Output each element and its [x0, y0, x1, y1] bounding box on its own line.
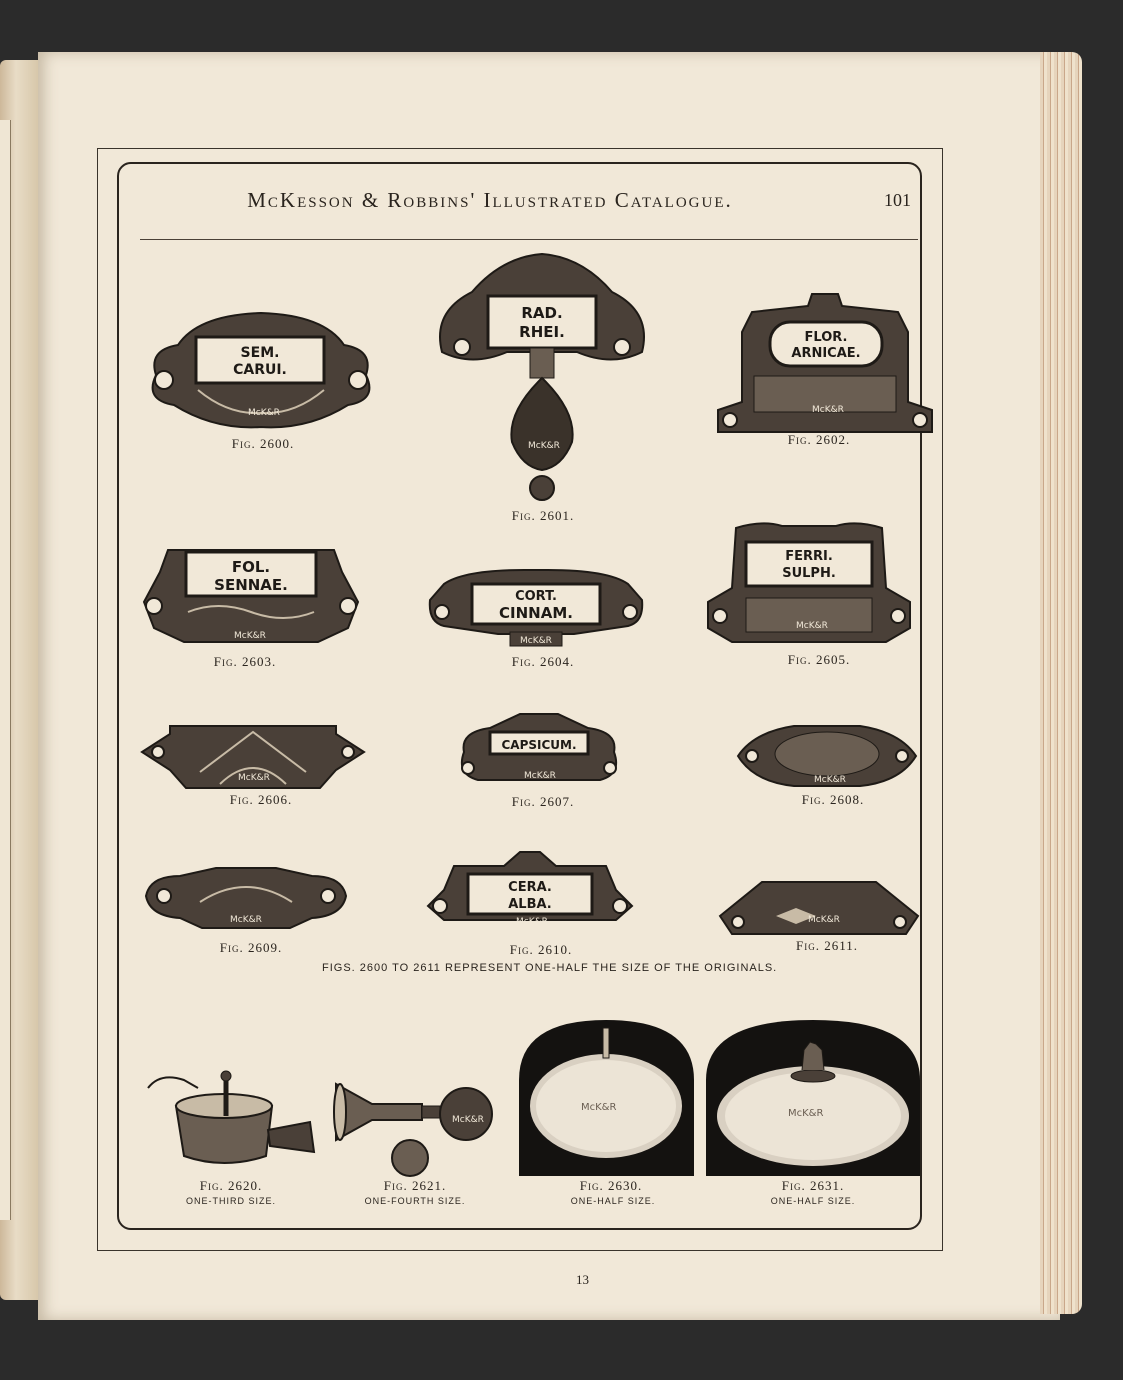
footer-page-number: 13 — [576, 1272, 589, 1287]
maker-mark: McK&R — [230, 915, 262, 925]
maker-mark: McK&R — [248, 408, 280, 418]
caption-2607: Fig. 2607. — [511, 794, 575, 809]
figure-2610 — [424, 850, 636, 928]
size-2620: ONE-THIRD SIZE. — [185, 1196, 276, 1206]
page-stack-edges — [1040, 52, 1082, 1314]
caption-2630: Fig. 2630. — [579, 1178, 643, 1193]
label-line-2: ALBA. — [508, 897, 552, 912]
maker-mark: McK&R — [581, 1102, 617, 1113]
label-line-2: CARUI. — [233, 362, 287, 378]
caption-2600: Fig. 2600. — [231, 436, 295, 451]
label-line-2: SENNAE. — [214, 576, 288, 594]
maker-mark: McK&R — [234, 631, 266, 641]
left-page-edge — [0, 120, 11, 1220]
label-line-1: FERRI. — [785, 549, 833, 564]
label-line-1: CORT. — [515, 589, 557, 604]
maker-mark: McK&R — [516, 917, 548, 927]
figure-2609 — [140, 862, 352, 932]
label-line-1: FLOR. — [804, 330, 848, 345]
maker-mark: McK&R — [808, 915, 840, 925]
caption-2609: Fig. 2609. — [219, 940, 283, 955]
label-line-2: RHEI. — [519, 323, 565, 341]
maker-mark: McK&R — [788, 1108, 824, 1119]
label-line-2: CINNAM. — [499, 604, 573, 622]
caption-2603: Fig. 2603. — [213, 654, 277, 669]
maker-mark: McK&R — [524, 771, 556, 781]
maker-mark: McK&R — [812, 405, 844, 415]
maker-mark: McK&R — [238, 773, 270, 783]
page-number: 101 — [884, 190, 911, 210]
figure-2608 — [734, 716, 920, 792]
size-2631: ONE-HALF SIZE. — [770, 1196, 856, 1206]
label-line-1: CERA. — [508, 880, 552, 895]
figure-2606 — [140, 722, 366, 792]
figure-2607 — [450, 708, 628, 788]
maker-mark: McK&R — [796, 621, 828, 631]
caption-2604: Fig. 2604. — [511, 654, 575, 669]
label-line-1: CAPSICUM. — [501, 738, 577, 752]
label-line-1: FOL. — [231, 558, 271, 576]
size-2621: ONE-FOURTH SIZE. — [364, 1196, 466, 1206]
maker-mark: McK&R — [452, 1115, 484, 1125]
caption-2608: Fig. 2608. — [801, 792, 865, 807]
caption-2602: Fig. 2602. — [787, 432, 851, 447]
caption-2601: Fig. 2601. — [511, 508, 575, 523]
figure-2605 — [702, 518, 916, 654]
caption-2606: Fig. 2606. — [229, 792, 293, 807]
figure-2630 — [519, 1020, 694, 1176]
maker-mark: McK&R — [528, 441, 560, 451]
maker-mark: McK&R — [814, 775, 846, 785]
header-rule — [140, 239, 918, 240]
label-line-2: ARNICAE. — [791, 346, 861, 361]
figure-2600 — [138, 305, 384, 433]
caption-2620: Fig. 2620. — [199, 1178, 263, 1193]
figure-2611 — [716, 876, 922, 938]
caption-2621: Fig. 2621. — [383, 1178, 447, 1193]
caption-2611: Fig. 2611. — [796, 938, 858, 953]
figure-2603 — [138, 542, 364, 654]
label-line-2: SULPH. — [782, 566, 836, 581]
caption-2610: Fig. 2610. — [509, 942, 573, 957]
figure-2631 — [706, 1020, 920, 1176]
figure-2602 — [712, 292, 938, 436]
caption-2631: Fig. 2631. — [781, 1178, 845, 1193]
figure-2604 — [424, 564, 648, 648]
label-line-1: RAD. — [521, 304, 563, 322]
figure-2621 — [332, 1074, 496, 1180]
page-title: McKesson & Robbins' Illustrated Catalogue. — [247, 188, 733, 212]
size-2630: ONE-HALF SIZE. — [570, 1196, 656, 1206]
size-note: FIGS. 2600 TO 2611 REPRESENT ONE-HALF THE SIZE OF THE ORIGINALS. — [322, 962, 778, 974]
figure-2601 — [432, 252, 652, 504]
label-line-1: SEM. — [240, 345, 280, 361]
maker-mark: McK&R — [520, 636, 552, 646]
caption-2605: Fig. 2605. — [787, 652, 851, 667]
figure-2620 — [140, 1066, 326, 1176]
